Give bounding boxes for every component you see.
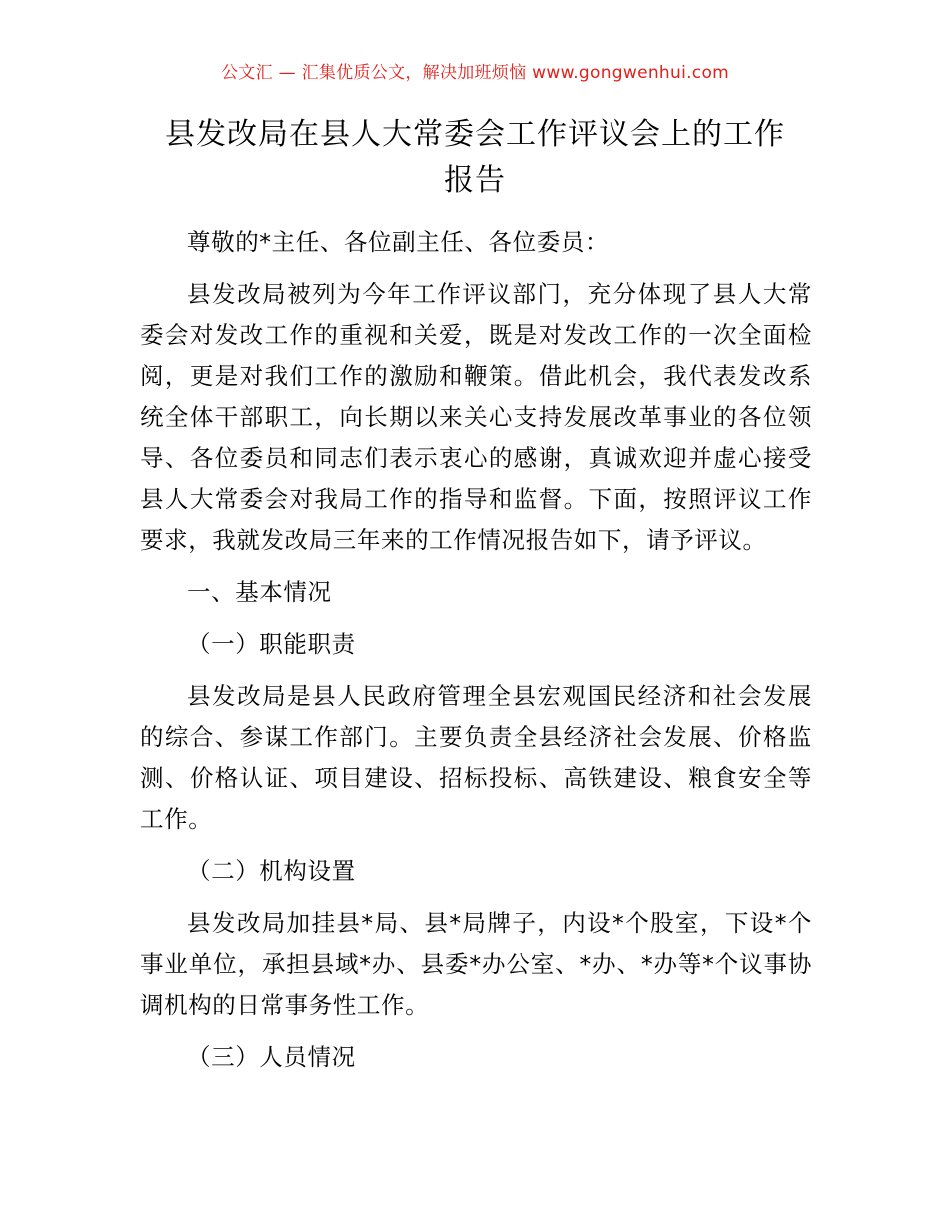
salutation: 尊敬的*主任、各位副主任、各位委员： — [187, 228, 610, 256]
paragraph-organization: 县发改局加挂县*局、县*局牌子，内设*个股室，下设*个事业单位，承担县域*办、县委*办公室、*办、*办等*个议事协调机构的日常事务性工作。 — [140, 909, 812, 1019]
subheading-personnel: （三）人员情况 — [187, 1043, 356, 1071]
title-line-2: 报告 — [444, 163, 506, 198]
header-watermark-note: 公文汇 — 汇集优质公文，解决加班烦恼 www.gongwenhui.com — [220, 63, 730, 83]
subheading-organization: （二）机构设置 — [187, 857, 356, 885]
title-line-1: 县发改局在县人大常委会工作评议会上的工作 — [165, 117, 785, 152]
subheading-functions: （一）职能职责 — [187, 630, 356, 658]
document-body — [140, 222, 812, 1089]
section-heading-basic-situation: 一、基本情况 — [187, 578, 332, 606]
document-title — [120, 112, 830, 204]
paragraph-functions: 县发改局是县人民政府管理全县宏观国民经济和社会发展的综合、参谋工作部门。主要负责全县经济社会发展、价格监测、价格认证、项目建设、招标投标、高铁建设、粮食安全等工作。 — [140, 682, 812, 833]
intro-paragraph: 县发改局被列为今年工作评议部门，充分体现了县人大常委会对发改工作的重视和关爱，既是对发改工作的一次全面检阅，更是对我们工作的激励和鞭策。借此机会，我代表发改系统全体干部职工，向长期以来关心支持发展改革事业的各位领导、各位委员和同志们表示衷心的感谢，真诚欢迎并虚心接受县人大常委会对我局工作的指导和监督。下面，按照评议工作要求，我就发改局三年来的工作情况报告如下，请予评议。 — [140, 280, 812, 554]
